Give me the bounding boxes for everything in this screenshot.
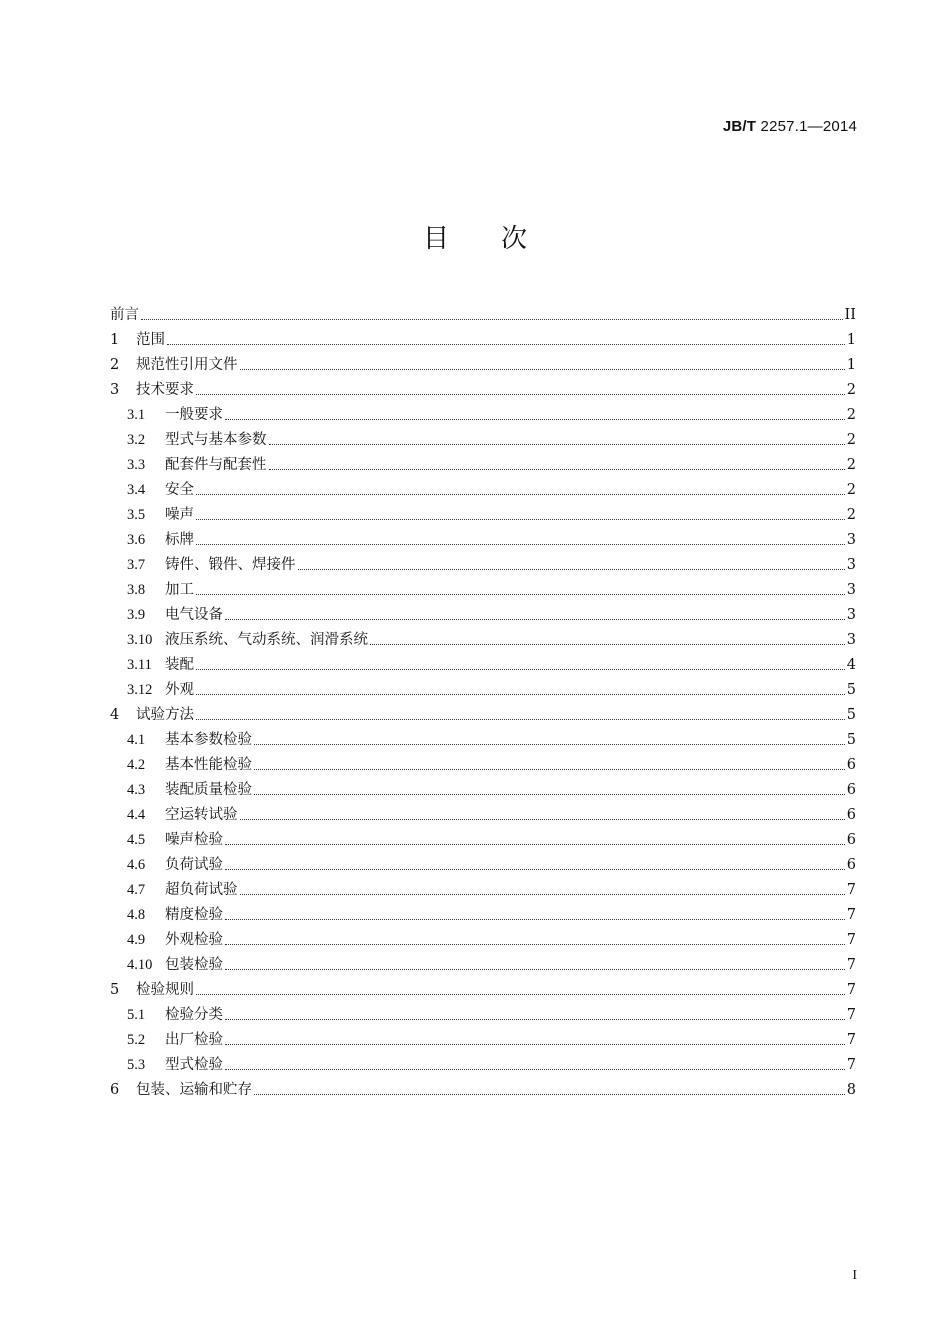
toc-entry-page: 2	[846, 457, 856, 473]
toc-entry-number: 4.1	[127, 732, 146, 748]
toc-entry-number: 4.3	[127, 782, 146, 798]
toc-leader-dots	[225, 619, 845, 620]
toc-entry[interactable]	[110, 499, 856, 524]
toc-leader-dots	[225, 944, 845, 945]
toc-leader-dots	[240, 819, 845, 820]
toc-entry-label: 范围	[136, 332, 165, 348]
toc-entry-label: 超负荷试验	[165, 882, 238, 898]
toc-entry-number: 4.5	[127, 832, 146, 848]
toc-entry-label: 空运转试验	[165, 807, 238, 823]
toc-entry-page: II	[844, 307, 856, 323]
toc-entry[interactable]	[110, 974, 856, 999]
toc-entry-number: 4.4	[127, 807, 146, 823]
toc-entry-number: 3.1	[127, 407, 146, 423]
toc-leader-dots	[240, 369, 845, 370]
toc-entry[interactable]	[110, 849, 856, 874]
toc-entry-number: 3.2	[127, 432, 146, 448]
toc-leader-dots	[269, 444, 845, 445]
toc-entry-number: 6	[110, 1082, 120, 1098]
toc-entry-page: 7	[846, 932, 856, 948]
toc-entry-label: 负荷试验	[165, 857, 223, 873]
toc-entry-page: 7	[846, 957, 856, 973]
toc-entry-page: 6	[846, 832, 856, 848]
toc-entry-label: 配套件与配套性	[165, 457, 267, 473]
toc-entry-label: 标牌	[165, 532, 194, 548]
toc-entry-number: 3.8	[127, 582, 146, 598]
toc-entry-label: 型式与基本参数	[165, 432, 267, 448]
toc-entry[interactable]	[110, 749, 856, 774]
toc-leader-dots	[254, 769, 845, 770]
toc-leader-dots	[269, 469, 845, 470]
toc-leader-dots	[225, 844, 845, 845]
toc-entry-label: 检验规则	[136, 982, 194, 998]
toc-entry-page: 1	[846, 357, 856, 373]
footer-page-number: I	[852, 1268, 857, 1283]
toc-entry[interactable]	[110, 324, 856, 349]
toc-leader-dots	[196, 594, 845, 595]
toc-leader-dots	[225, 1069, 845, 1070]
toc-entry[interactable]	[110, 724, 856, 749]
toc-entry-page: 5	[846, 707, 856, 723]
toc-entry-page: 8	[846, 1082, 856, 1098]
toc-entry[interactable]	[110, 899, 856, 924]
toc-leader-dots	[196, 719, 845, 720]
toc-entry-number: 3.5	[127, 507, 146, 523]
toc-entry[interactable]	[110, 424, 856, 449]
toc-entry-label: 精度检验	[165, 907, 223, 923]
toc-entry-label: 试验方法	[136, 707, 194, 723]
toc-entry-number: 4	[110, 707, 120, 723]
toc-entry[interactable]	[110, 474, 856, 499]
toc-entry[interactable]	[110, 874, 856, 899]
standard-code-number: 2257.1—2014	[756, 118, 857, 135]
toc-entry-number: 5.2	[127, 1032, 146, 1048]
toc-entry-page: 3	[846, 532, 856, 548]
standard-code	[723, 118, 857, 135]
toc-entry-number: 3.7	[127, 557, 146, 573]
toc-leader-dots	[240, 894, 845, 895]
toc-leader-dots	[196, 994, 845, 995]
toc-entry-page: 2	[846, 407, 856, 423]
toc-entry[interactable]	[110, 774, 856, 799]
toc-leader-dots	[254, 794, 845, 795]
toc-entry[interactable]	[110, 924, 856, 949]
toc-entry-number: 5.3	[127, 1057, 146, 1073]
toc-entry-label: 出厂检验	[165, 1032, 223, 1048]
toc-entry-number: 3.11	[127, 657, 152, 673]
toc-entry-page: 2	[846, 382, 856, 398]
table-of-contents	[110, 299, 856, 1099]
toc-entry[interactable]	[110, 399, 856, 424]
toc-entry-page: 2	[846, 507, 856, 523]
toc-entry-label: 外观	[165, 682, 194, 698]
toc-leader-dots	[196, 694, 845, 695]
toc-entry-page: 7	[846, 882, 856, 898]
toc-entry[interactable]	[110, 549, 856, 574]
toc-entry-number: 3	[110, 382, 120, 398]
toc-entry[interactable]	[110, 999, 856, 1024]
toc-entry-label: 一般要求	[165, 407, 223, 423]
toc-entry-label: 装配	[165, 657, 194, 673]
toc-entry-label: 装配质量检验	[165, 782, 252, 798]
toc-entry-number: 1	[110, 332, 120, 348]
toc-leader-dots	[254, 1094, 845, 1095]
toc-entry[interactable]	[110, 624, 856, 649]
toc-entry-number: 5	[110, 982, 120, 998]
toc-entry-label: 型式检验	[165, 1057, 223, 1073]
toc-entry-page: 7	[846, 907, 856, 923]
toc-leader-dots	[196, 494, 845, 495]
toc-entry[interactable]	[110, 1074, 856, 1099]
toc-entry-number: 3.4	[127, 482, 146, 498]
toc-entry-page: 3	[846, 582, 856, 598]
standard-code-prefix: JB/T	[722, 118, 757, 135]
toc-leader-dots	[141, 319, 843, 320]
toc-entry-number: 3.3	[127, 457, 146, 473]
toc-entry-label: 技术要求	[136, 382, 194, 398]
toc-entry-page: 7	[846, 982, 856, 998]
toc-entry-label: 基本参数检验	[165, 732, 252, 748]
toc-entry-number: 3.6	[127, 532, 146, 548]
toc-entry-label: 基本性能检验	[165, 757, 252, 773]
toc-entry[interactable]	[110, 599, 856, 624]
toc-entry-page: 6	[846, 757, 856, 773]
toc-entry[interactable]	[110, 449, 856, 474]
toc-entry-label: 包装检验	[165, 957, 223, 973]
toc-entry-number: 5.1	[127, 1007, 146, 1023]
toc-entry-label: 加工	[165, 582, 194, 598]
toc-entry-label: 电气设备	[165, 607, 223, 623]
toc-entry-page: 7	[846, 1032, 856, 1048]
toc-entry-number: 3.9	[127, 607, 146, 623]
toc-entry-page: 1	[846, 332, 856, 348]
toc-leader-dots	[196, 394, 845, 395]
toc-entry[interactable]	[110, 349, 856, 374]
toc-entry-page: 3	[846, 632, 856, 648]
page-title: 目次	[422, 224, 579, 254]
toc-entry-number: 2	[110, 357, 120, 373]
toc-entry[interactable]	[110, 824, 856, 849]
toc-entry-page: 7	[846, 1057, 856, 1073]
toc-entry-label: 液压系统、气动系统、润滑系统	[165, 632, 368, 648]
toc-entry-page: 7	[846, 1007, 856, 1023]
toc-entry-label: 外观检验	[165, 932, 223, 948]
toc-entry-number: 3.12	[127, 682, 153, 698]
toc-leader-dots	[225, 919, 845, 920]
toc-leader-dots	[225, 969, 845, 970]
toc-entry[interactable]	[110, 374, 856, 399]
toc-leader-dots	[196, 519, 845, 520]
toc-entry[interactable]	[110, 299, 856, 324]
toc-entry-number: 4.10	[127, 957, 153, 973]
toc-entry-label: 包装、运输和贮存	[136, 1082, 252, 1098]
toc-leader-dots	[225, 869, 845, 870]
toc-entry-page: 5	[846, 682, 856, 698]
toc-entry-label: 规范性引用文件	[136, 357, 238, 373]
toc-entry-page: 5	[846, 732, 856, 748]
toc-leader-dots	[196, 669, 845, 670]
toc-entry[interactable]	[110, 1049, 856, 1074]
toc-entry-page: 2	[846, 482, 856, 498]
toc-entry-label: 前言	[110, 307, 139, 323]
toc-entry-label: 检验分类	[165, 1007, 223, 1023]
toc-entry-page: 4	[846, 657, 856, 673]
toc-entry[interactable]	[110, 674, 856, 699]
toc-leader-dots	[167, 344, 845, 345]
toc-entry-label: 铸件、锻件、焊接件	[165, 557, 296, 573]
toc-leader-dots	[225, 1044, 845, 1045]
toc-entry-page: 3	[846, 607, 856, 623]
toc-leader-dots	[225, 419, 845, 420]
toc-entry-page: 6	[846, 857, 856, 873]
toc-leader-dots	[370, 644, 845, 645]
toc-entry[interactable]	[110, 524, 856, 549]
toc-entry-page: 2	[846, 432, 856, 448]
toc-entry-label: 噪声	[165, 507, 194, 523]
toc-entry-label: 安全	[165, 482, 194, 498]
toc-entry-page: 3	[846, 557, 856, 573]
toc-entry-number: 4.6	[127, 857, 146, 873]
toc-entry[interactable]	[110, 699, 856, 724]
toc-leader-dots	[298, 569, 845, 570]
toc-leader-dots	[254, 744, 845, 745]
toc-entry-page: 6	[846, 807, 856, 823]
toc-entry-number: 4.7	[127, 882, 146, 898]
toc-entry[interactable]	[110, 799, 856, 824]
toc-entry[interactable]	[110, 649, 856, 674]
toc-entry-number: 4.9	[127, 932, 146, 948]
toc-entry-number: 4.2	[127, 757, 146, 773]
toc-leader-dots	[225, 1019, 845, 1020]
toc-entry-number: 4.8	[127, 907, 146, 923]
toc-entry[interactable]	[110, 1024, 856, 1049]
toc-entry-page: 6	[846, 782, 856, 798]
toc-entry[interactable]	[110, 574, 856, 599]
toc-leader-dots	[196, 544, 845, 545]
toc-entry[interactable]	[110, 949, 856, 974]
toc-entry-label: 噪声检验	[165, 832, 223, 848]
toc-entry-number: 3.10	[127, 632, 153, 648]
